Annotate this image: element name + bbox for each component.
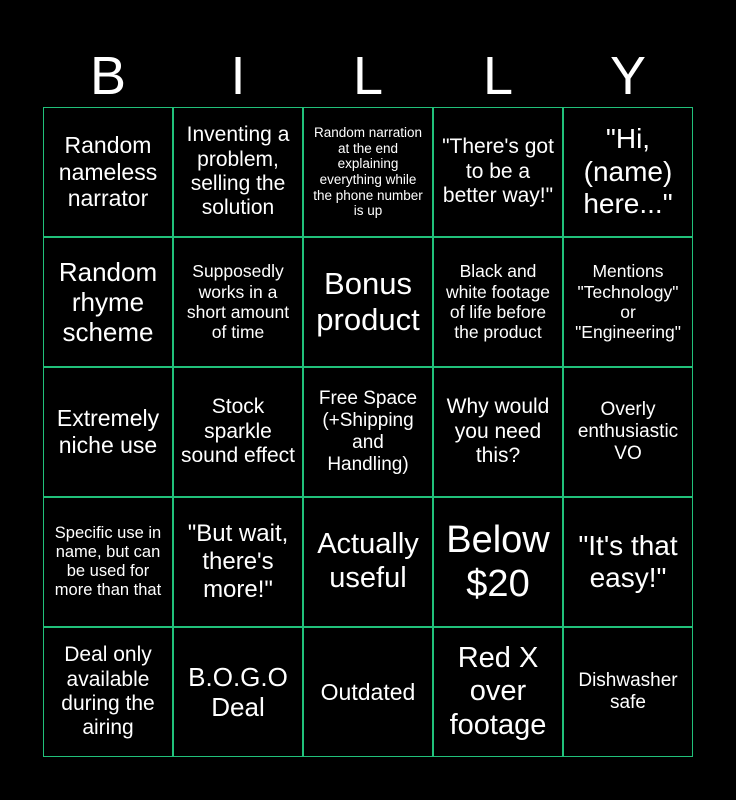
bingo-cell[interactable]: [303, 627, 433, 757]
bingo-cell-text: Free Space (+Shipping and Handling): [318, 387, 418, 476]
bingo-cell-text: Stock sparkle sound effect: [180, 395, 296, 468]
bingo-cell[interactable]: [173, 367, 303, 497]
bingo-cell-text: Mentions "Technology" or "Engineering": [575, 261, 681, 343]
bingo-cell-text: "But wait, there's more!": [187, 520, 289, 603]
bingo-cell-text: Bonus product: [316, 266, 420, 337]
bingo-cell[interactable]: [43, 627, 173, 757]
bingo-cell[interactable]: [433, 107, 563, 237]
bingo-cell-text: Why would you need this?: [446, 395, 550, 468]
bingo-cell-text: Supposedly works in a short amount of time: [186, 261, 290, 343]
bingo-cell-text: Inventing a problem, selling the solution: [186, 123, 290, 220]
bingo-cell-text: Deal only available during the airing: [61, 643, 155, 740]
header-letter-l2: L: [482, 46, 514, 106]
bingo-cell-text: "There's got to be a better way!": [442, 135, 554, 208]
bingo-cell-text: "Hi, (name) here...": [583, 123, 673, 220]
bingo-cell-text: Random rhyme scheme: [58, 256, 158, 348]
header-letter-i: I: [230, 46, 246, 106]
bingo-cell-text: Extremely niche use: [56, 405, 160, 458]
bingo-cell[interactable]: [43, 107, 173, 237]
bingo-cell[interactable]: [173, 107, 303, 237]
bingo-cell-text: Dishwasher safe: [578, 669, 678, 713]
bingo-cell[interactable]: [563, 107, 693, 237]
header-letter-b: B: [89, 46, 127, 106]
bingo-cell-text: Black and white footage of life before the product: [445, 261, 551, 343]
bingo-cell-text: "It's that easy!": [578, 529, 678, 593]
bingo-cell[interactable]: [433, 627, 563, 757]
bingo-cell[interactable]: [43, 237, 173, 367]
bingo-header: [43, 44, 693, 108]
bingo-cell[interactable]: [563, 627, 693, 757]
bingo-cell[interactable]: [303, 237, 433, 367]
header-letter-l1: L: [352, 46, 384, 106]
bingo-cell[interactable]: [303, 367, 433, 497]
bingo-cell[interactable]: [303, 107, 433, 237]
bingo-cell[interactable]: [173, 627, 303, 757]
bingo-cell[interactable]: [43, 367, 173, 497]
bingo-board: [43, 107, 693, 757]
bingo-cell-text: Specific use in name, but can be used for more than that: [54, 523, 162, 600]
bingo-cell-text: Random narration at the end explaining everything while the phone number is up: [313, 125, 423, 219]
bingo-cell[interactable]: [303, 497, 433, 627]
bingo-cell-text: Actually useful: [317, 528, 419, 594]
bingo-cell-text: Outdated: [320, 678, 416, 705]
bingo-cell[interactable]: [173, 237, 303, 367]
bingo-cell-text: Below $20: [446, 518, 550, 605]
bingo-cell[interactable]: [563, 367, 693, 497]
bingo-cell-text: Overly enthusiastic VO: [577, 398, 679, 465]
bingo-cell[interactable]: [43, 497, 173, 627]
bingo-cell-text: Random nameless narrator: [58, 131, 158, 212]
bingo-cell-text: Red X over footage: [449, 641, 547, 741]
bingo-cell-text: B.O.G.O Deal: [188, 661, 288, 722]
bingo-cell[interactable]: [563, 497, 693, 627]
header-letter-y: Y: [609, 46, 647, 106]
bingo-cell[interactable]: [173, 497, 303, 627]
bingo-cell[interactable]: [433, 237, 563, 367]
bingo-cell[interactable]: [433, 367, 563, 497]
bingo-cell[interactable]: [563, 237, 693, 367]
bingo-cell[interactable]: [433, 497, 563, 627]
